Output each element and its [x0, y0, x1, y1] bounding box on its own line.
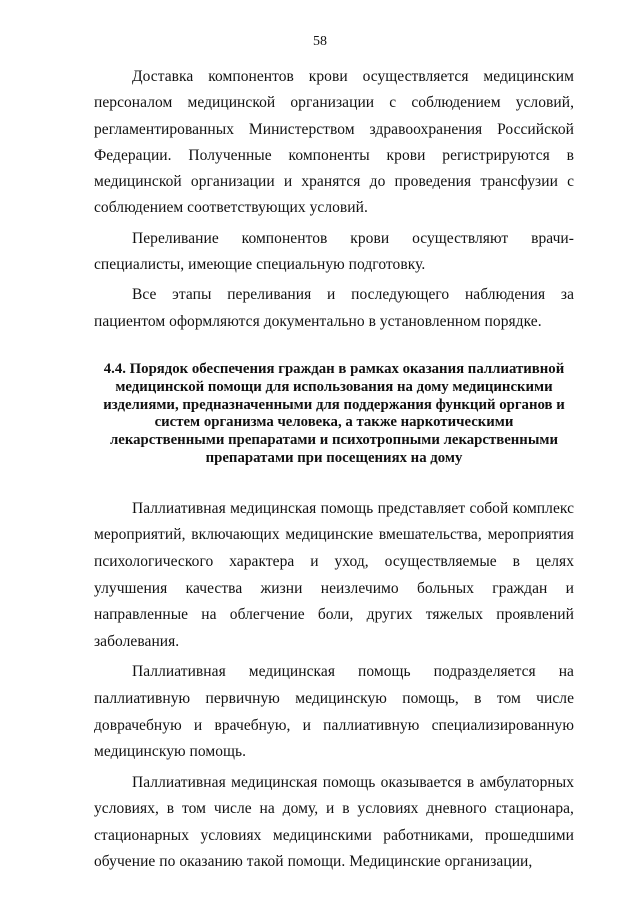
paragraph-transfusion-doctors: Переливание компонентов крови осуществляют врачи-специалисты, имеющие специальную подготовку. — [94, 229, 574, 274]
document-body — [94, 64, 574, 880]
palliative-care-section — [94, 496, 574, 876]
page-number: 58 — [313, 34, 327, 49]
paragraph-delivery: Доставка компонентов крови осуществляется медицинским персоналом медицинской организации с соблюдением условий, регламентированных Министерством здравоохранения Российской Федерации. Полученные компоненты крови регистрируются в медицинской организации и хранятся до проведения трансфузии с соблюдением соответствующих условий. — [94, 68, 574, 217]
blood-transfusion-section — [94, 64, 574, 335]
paragraph-palliative-types: Паллиативная медицинская помощь подразделяется на паллиативную первичную медицинскую помощь, в том числе доврачебную и врачебную, и паллиативную специализированную медицинскую помощь. — [94, 663, 574, 761]
section-heading: 4.4. Порядок обеспечения граждан в рамках оказания паллиативной медицинской помощи для использования на дому медицинскими изделиями, предназначенными для поддержания функций органов и систем организма человека, а также наркотическими лекарственными препаратами и психотропными лекарственными препаратами при посещениях на дому — [103, 360, 565, 466]
paragraph-palliative-definition: Паллиативная медицинская помощь представляет собой комплекс мероприятий, включающих медицинские вмешательства, мероприятия психологического характера и уход, осуществляемые в целях улучшения качества жизни неизлечимо больных граждан и направленные на облегчение боли, других тяжелых проявлений заболевания. — [94, 499, 574, 650]
paragraph-palliative-conditions: Паллиативная медицинская помощь оказывается в амбулаторных условиях, в том числе на дому, и в условиях дневного стационара, стационарных условиях медицинскими работниками, прошедшими обучение по оказанию такой помощи. Медицинские организации, — [94, 773, 574, 871]
paragraph-documentation: Все этапы переливания и последующего наблюдения за пациентом оформляются документально в установленном порядке. — [94, 286, 574, 330]
